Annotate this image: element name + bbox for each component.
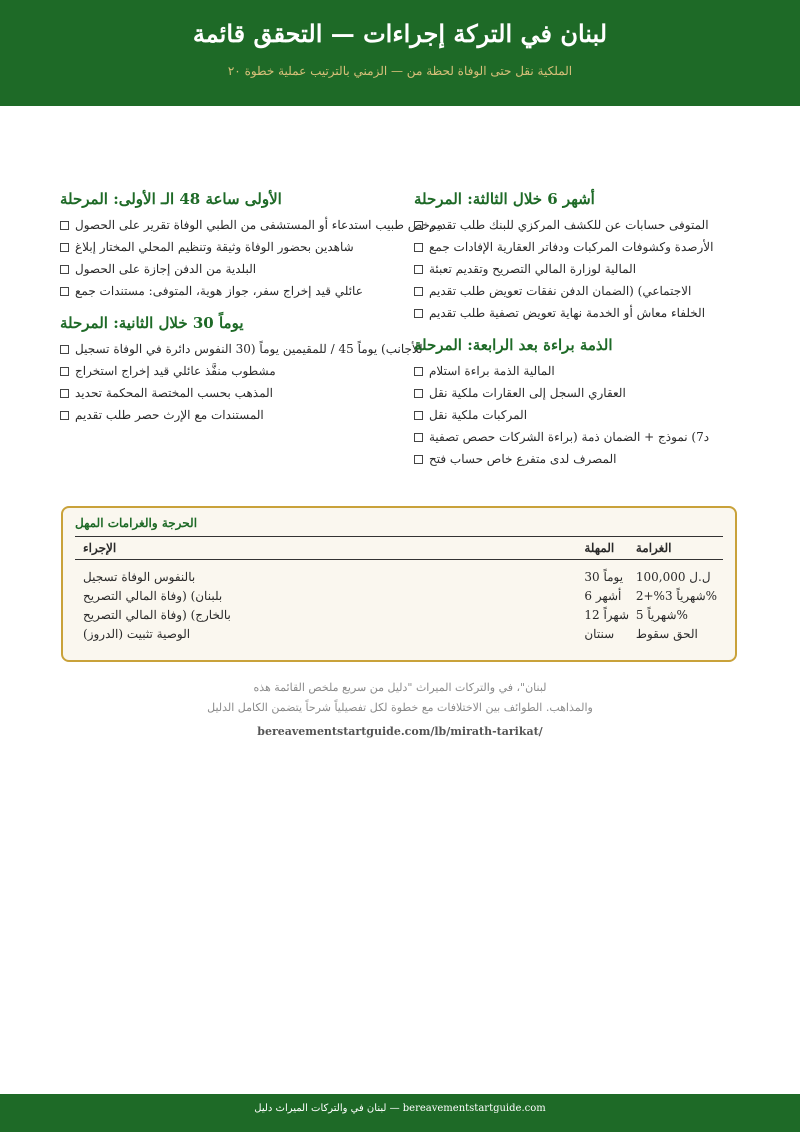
table-header-row — [75, 537, 723, 560]
checklist-item: المالية الذمة براءة استلام — [414, 360, 744, 382]
checkbox-icon[interactable] — [60, 287, 69, 296]
right-column — [414, 190, 744, 482]
phase-2-title: يوماً 30 خلال الثانية: المرحلة — [60, 314, 244, 332]
cell-action: (الدروز) الوصية تثبيت — [83, 627, 191, 641]
checklist-item: البلدية من الدفن إجازة على الحصول — [60, 258, 390, 280]
checkbox-icon[interactable] — [414, 433, 423, 442]
header-fine: الغرامة — [636, 537, 723, 560]
page-subtitle: الملكية نقل حتى الوفاة لحظة من — الزمني بالترتيب عملية خطوة ٢٠ — [227, 64, 573, 78]
checklist-item: المالية لوزارة المالي التصريح وتقديم تعبئة — [414, 258, 744, 280]
deadlines-box — [61, 506, 737, 662]
checklist-item: الخلفاء معاش أو الخدمة نهاية تعويض تصفية طلب تقديم — [414, 302, 744, 324]
checkbox-icon[interactable] — [414, 411, 423, 420]
checkbox-icon[interactable] — [414, 367, 423, 376]
checkbox-icon[interactable] — [414, 389, 423, 398]
cell-fine: 100,000 ل.ل — [635, 570, 711, 584]
checklist-item: المركبات ملكية نقل — [414, 404, 744, 426]
header-action: الإجراء — [75, 537, 584, 560]
guide-link[interactable]: bereavementstartguide.com/lb/mirath-tarikat/ — [257, 725, 543, 738]
checkbox-icon[interactable] — [60, 345, 69, 354]
checklist-item: المصرف لدى متفرع خاص حساب فتح — [414, 448, 744, 470]
left-column — [60, 190, 443, 438]
table-row — [75, 587, 723, 606]
cell-action: بالنفوس الوفاة تسجيل — [83, 570, 196, 584]
checklist-item: شاهدين بحضور الوفاة وثيقة وتنظيم المحلي المختار إبلاغ — [60, 236, 390, 258]
checklist-item: للأجانب) يوماً 45 / للمقيمين يوماً (30 النفوس دائرة في الوفاة تسجيل — [60, 338, 390, 360]
checklist-item: العقاري السجل إلى العقارات ملكية نقل — [414, 382, 744, 404]
table-row — [75, 560, 723, 588]
footer-text: لبنان في والتركات الميراث دليل — bereavementstartguide.com — [254, 1103, 546, 1114]
phase-1-list — [60, 214, 443, 302]
checkbox-icon[interactable] — [414, 221, 423, 230]
cell-fine: الحق سقوط — [635, 627, 698, 641]
phase-4-list — [414, 360, 744, 470]
page-footer — [0, 1094, 800, 1132]
closing-note — [0, 678, 800, 742]
checklist-columns — [60, 190, 740, 490]
checklist-item: الاجتماعي) (الضمان الدفن نفقات تعويض طلب تقديم — [414, 280, 744, 302]
phase-4 — [414, 336, 744, 470]
checklist-item: عائلي قيد إخراج سفر، جواز هوية، المتوفى: مستندات جمع — [60, 280, 390, 302]
checklist-item: د7) نموذج + الضمان ذمة (براءة الشركات حصص تصفية — [414, 426, 744, 448]
phase-1 — [60, 190, 443, 302]
checkbox-icon[interactable] — [414, 455, 423, 464]
checkbox-icon[interactable] — [60, 265, 69, 274]
cell-fine: شهرياً 3%+2% — [635, 589, 718, 603]
checkbox-icon[interactable] — [60, 411, 69, 420]
checklist-item: المستندات مع الإرث حصر طلب تقديم — [60, 404, 390, 426]
table-row — [75, 625, 723, 644]
cell-period: أشهر 6 — [584, 589, 622, 603]
checklist-item: الأرصدة وكشوفات المركبات ودفاتر العقارية الإفادات جمع — [414, 236, 744, 258]
page-header — [0, 0, 800, 106]
cell-period: يوماً 30 — [584, 570, 624, 584]
checkbox-icon[interactable] — [414, 243, 423, 252]
phase-2-list — [60, 338, 423, 426]
cell-action: بلبنان) (وفاة المالي التصريح — [83, 589, 223, 603]
checkbox-icon[interactable] — [60, 243, 69, 252]
phase-2 — [60, 314, 423, 426]
checklist-item: مرخص طبيب استدعاء أو المستشفى من الطبي الوفاة تقرير على الحصول — [60, 214, 390, 236]
checkbox-icon[interactable] — [414, 309, 423, 318]
phase-3 — [414, 190, 744, 324]
checkbox-icon[interactable] — [60, 389, 69, 398]
checklist-item: المذهب بحسب المختصة المحكمة تحديد — [60, 382, 390, 404]
cell-fine: شهرياً 5% — [635, 608, 688, 622]
deadlines-title: الحرجة والغرامات المهل — [75, 516, 198, 530]
header-period: المهلة — [584, 537, 636, 560]
checkbox-icon[interactable] — [60, 367, 69, 376]
page-title: لبنان في التركة إجراءات — التحقق قائمة — [192, 19, 608, 48]
phase-4-title: الذمة براءة بعد الرابعة: المرحلة — [414, 336, 613, 354]
checkbox-icon[interactable] — [60, 221, 69, 230]
closing-line-2: والمذاهب. الطوائف بين الاختلافات مع خطوة لكل تفصيلياً شرحاً يتضمن الكامل الدليل — [207, 701, 593, 714]
table-row — [75, 606, 723, 625]
cell-action: بالخارج) (وفاة المالي التصريح — [83, 608, 231, 622]
closing-line-1: لبنان"، في والتركات الميراث "دليل من سريع ملخص القائمة هذه — [253, 681, 547, 694]
phase-3-list — [414, 214, 744, 324]
cell-period: شهراً 12 — [584, 608, 629, 622]
phase-3-title: أشهر 6 خلال الثالثة: المرحلة — [414, 190, 595, 208]
checkbox-icon[interactable] — [414, 265, 423, 274]
phase-1-title: الأولى ساعة 48 الـ الأولى: المرحلة — [60, 190, 282, 208]
checklist-item: مشطوب منفَّذ عائلي قيد إخراج استخراج — [60, 360, 390, 382]
checkbox-icon[interactable] — [414, 287, 423, 296]
deadlines-table — [75, 536, 723, 644]
checklist-item: المتوفى حسابات عن للكشف المركزي للبنك طلب تقديم — [414, 214, 744, 236]
cell-period: سنتان — [584, 627, 615, 641]
